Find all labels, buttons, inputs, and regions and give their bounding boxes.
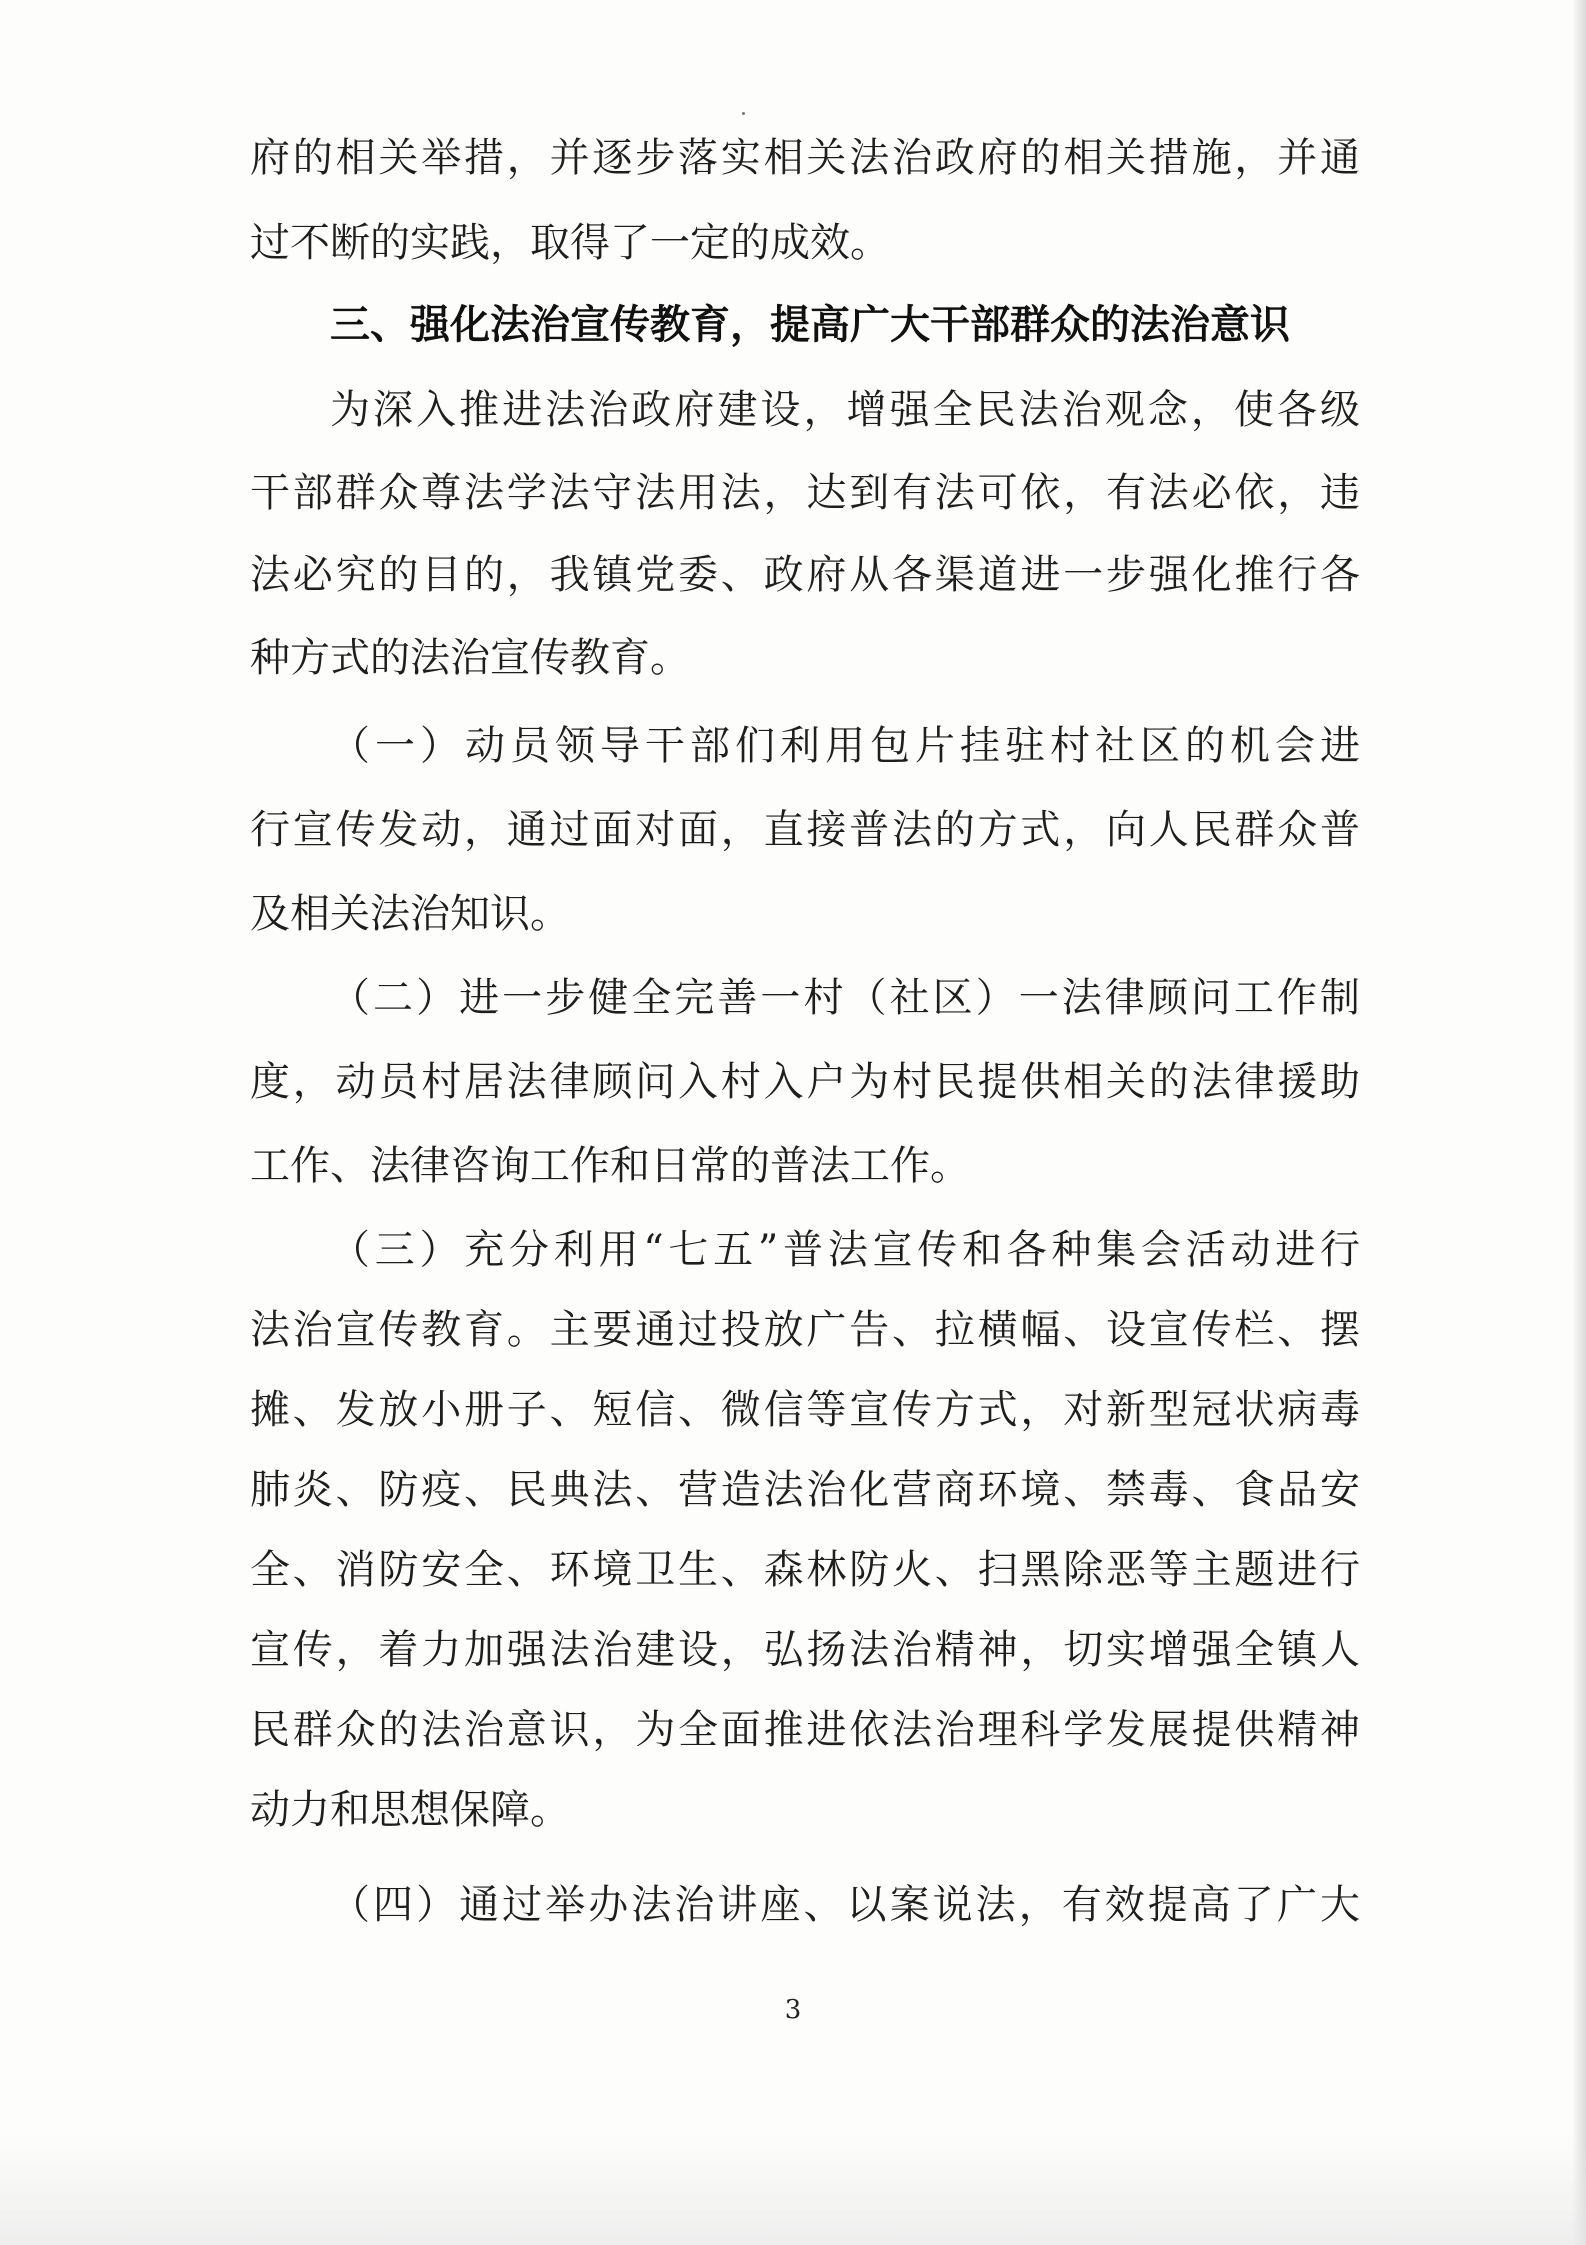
- text-line: 过不断的实践，取得了一定的成效。: [250, 220, 890, 266]
- text-line: 全、消防安全、环境卫生、森林防火、扫黑除恶等主题进行: [250, 1547, 1360, 1593]
- text-line: 及相关法治知识。: [250, 891, 570, 937]
- text-line: （三）充分利用“七五”普法宣传和各种集会活动进行: [330, 1227, 1360, 1273]
- text-line: （四）通过举办法治讲座、以案说法，有效提高了广大: [330, 1882, 1360, 1928]
- text-line: 为深入推进法治政府建设，增强全民法治观念，使各级: [330, 387, 1360, 433]
- text-line: 摊、发放小册子、短信、微信等宣传方式，对新型冠状病毒: [250, 1387, 1360, 1433]
- text-line: 种方式的法治宣传教育。: [250, 635, 690, 681]
- page-number: 3: [784, 1995, 802, 2025]
- text-line: （一）动员领导干部们利用包片挂驻村社区的机会进: [330, 723, 1360, 769]
- text-line: 法必究的目的，我镇党委、政府从各渠道进一步强化推行各: [250, 552, 1360, 598]
- text-line: 干部群众尊法学法守法用法，达到有法可依，有法必依，违: [250, 470, 1360, 516]
- scan-speck: [742, 112, 745, 115]
- text-line: 宣传，着力加强法治建设，弘扬法治精神，切实增强全镇人: [250, 1627, 1360, 1673]
- page-bottom-shadow: [0, 2135, 1586, 2245]
- text-line: 肺炎、防疫、民典法、营造法治化营商环境、禁毒、食品安: [250, 1467, 1360, 1513]
- text-line: 府的相关举措，并逐步落实相关法治政府的相关措施，并通: [250, 135, 1360, 181]
- text-line: （二）进一步健全完善一村（社区）一法律顾问工作制: [330, 975, 1360, 1021]
- page-edge-shadow: [1572, 0, 1586, 2245]
- text-line: 行宣传发动，通过面对面，直接普法的方式，向人民群众普: [250, 807, 1360, 853]
- text-line: 度，动员村居法律顾问入村入户为村民提供相关的法律援助: [250, 1059, 1360, 1105]
- text-line: 民群众的法治意识，为全面推进依法治理科学发展提供精神: [250, 1707, 1360, 1753]
- text-line: 法治宣传教育。主要通过投放广告、拉横幅、设宣传栏、摆: [250, 1307, 1360, 1353]
- section-heading: 三、强化法治宣传教育，提高广大干部群众的法治意识: [330, 301, 1290, 348]
- text-line: 动力和思想保障。: [250, 1787, 570, 1833]
- text-line: 工作、法律咨询工作和日常的普法工作。: [250, 1143, 970, 1189]
